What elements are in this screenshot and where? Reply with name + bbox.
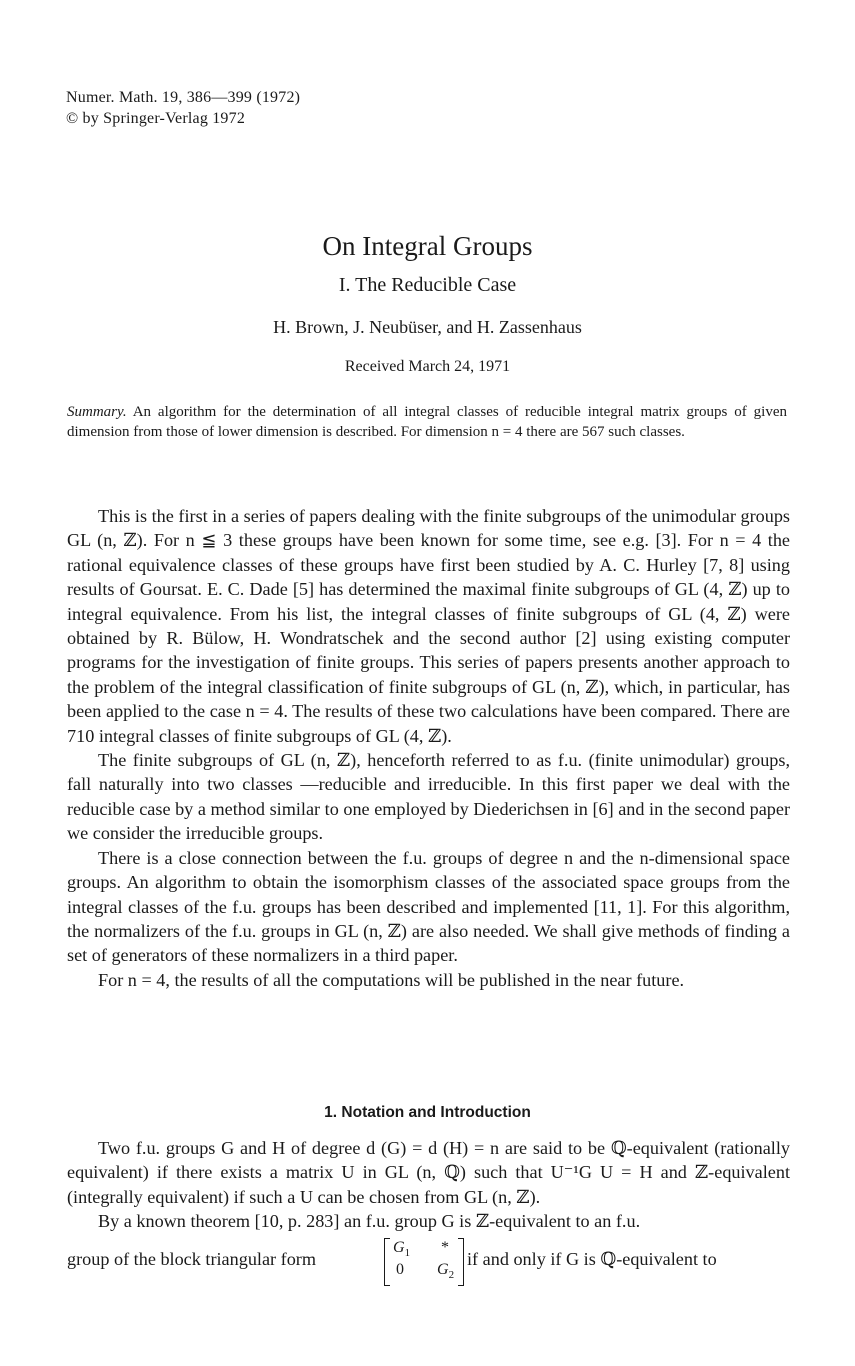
copyright-line: © by Springer-Verlag 1972: [66, 110, 246, 127]
matrix-cell-g2: $G_2$: [437, 1261, 455, 1282]
journal-citation: Numer. Math. 19, 386—399 (1972): [66, 89, 301, 106]
matrix-cell-star: *: [441, 1239, 449, 1256]
received-date: Received March 24, 1971: [344, 358, 511, 375]
author-list: H. Brown, J. Neubüser, and H. Zassenhaus: [273, 317, 582, 337]
summary-text: An algorithm for the determination of all integral classes of reducible integral matrix groups of given dimension from those of lower dimension is described. For dimension n = 4 there are 567 such classes.: [67, 404, 787, 440]
matrix-cell-g1: $G_1$: [393, 1239, 411, 1260]
summary: [67, 402, 787, 442]
section-heading: 1. Notation and Introduction: [324, 1104, 531, 1121]
paper-title: On Integral Groups: [322, 231, 533, 261]
section-body: [67, 1136, 790, 1234]
paragraph-3: There is a close connection between the f.u. groups of degree n and the n-dimensional space groups. An algorithm to obtain the isomorphism classes of the associated space groups from the integral classes of the f.u. groups has been described and implemented [11, 1]. For this algorithm, the normalizers of the f.u. groups in GL (n, ℤ) are also needed. We shall give methods of finding a set of generators of these normalizers in a third paper.: [67, 847, 790, 966]
block-form-line: [67, 1236, 790, 1288]
line-text-after: if and only if G is ℚ-equivalent to: [467, 1249, 717, 1269]
matrix-cell-zero: 0: [396, 1261, 404, 1278]
paragraph-4: For n = 4, the results of all the computations will be published in the near future.: [98, 969, 685, 990]
matrix-left-bracket: [384, 1238, 390, 1286]
paper-subtitle: I. The Reducible Case: [338, 274, 517, 296]
line-text-before: group of the block triangular form: [67, 1249, 316, 1269]
masthead: [66, 87, 300, 129]
matrix-right-bracket: [458, 1238, 464, 1286]
paragraph-2: The finite subgroups of GL (n, ℤ), henceforth referred to as f.u. (finite unimodular) groups, fall naturally into two classes —reducible and irreducible. In this first paper we deal with the reducible case by a method similar to one employed by Diederichsen in [6] and in the second paper we consider the irreducible groups.: [67, 750, 790, 844]
summary-lead: Summary.: [67, 404, 127, 420]
section-paragraph-2: By a known theorem [10, p. 283] an f.u. group G is ℤ-equivalent to an f.u.: [98, 1211, 641, 1232]
paragraph-1: This is the first in a series of papers dealing with the finite subgroups of the unimodular groups GL (n, ℤ). For n ≦ 3 these groups have been known for some time, see e.g. [3]. For n = 4 the rational equivalence classes of these groups have first been studied by A. C. Hurley [7, 8] using results of Goursat. E. C. Dade [5] has determined the maximal finite subgroups of GL (4, ℤ) up to integral equivalence. From his list, the integral classes of finite subgroups of GL (4, ℤ) were obtained by R. Bülow, H. Wondratschek and the second author [2] using existing computer programs for the investigation of finite groups. This series of papers presents another approach to the problem of the integral classification of finite subgroups of GL (n, ℤ), which, in particular, has been applied to the case n = 4. The results of these two calculations have been compared. There are 710 integral classes of finite subgroups of GL (4, ℤ).: [67, 506, 790, 746]
introduction-body: [67, 504, 790, 992]
section-paragraph-1: Two f.u. groups G and H of degree d (G) = d (H) = n are said to be ℚ-equivalent (rationally equivalent) if there exists a matrix U in GL (n, ℚ) such that U⁻¹G U = H and ℤ-equivalent (integrally equivalent) if such a U can be chosen from GL (n, ℤ).: [67, 1138, 790, 1207]
